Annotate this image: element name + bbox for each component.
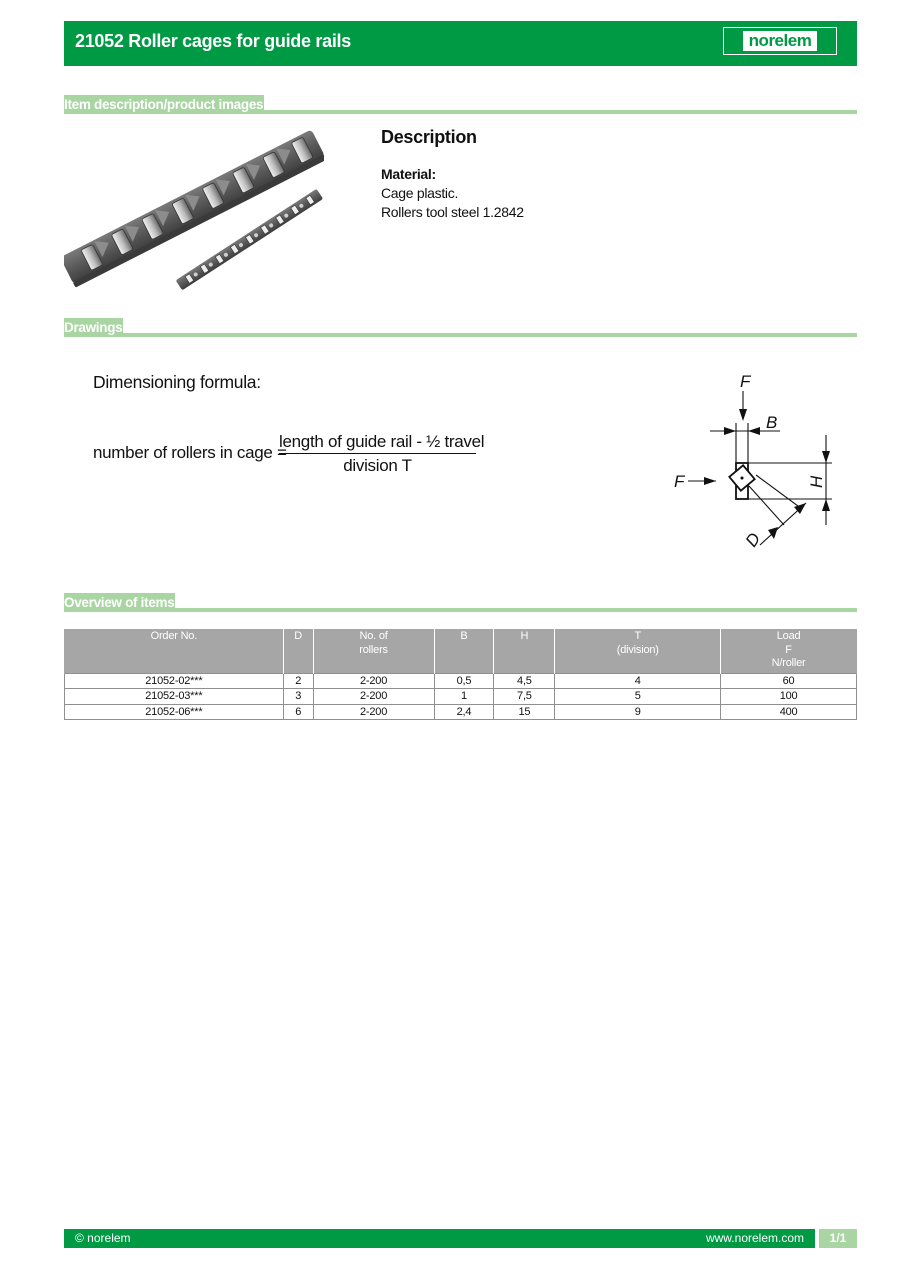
table-row[interactable]: [65, 704, 857, 720]
cell-d: 6: [283, 704, 313, 720]
cell-d: 3: [283, 689, 313, 705]
col-d: D: [283, 629, 313, 673]
section-rule: [64, 333, 857, 337]
large-roller-cage: [64, 129, 324, 287]
cell-load: 100: [721, 689, 857, 705]
table-row[interactable]: [65, 689, 857, 705]
dim-h-label: H: [807, 475, 826, 488]
formula-lhs: number of rollers in cage =: [93, 443, 287, 462]
footer-url-link[interactable]: www.norelem.com: [705, 1231, 804, 1245]
cell-t: 5: [555, 689, 721, 705]
cell-d: 2: [283, 673, 313, 689]
formula-numerator: length of guide rail - ½ travel: [279, 432, 476, 454]
cell-h: 4,5: [494, 673, 555, 689]
cell-rollers: 2-200: [313, 673, 434, 689]
cell-b: 1: [434, 689, 494, 705]
col-h: H: [494, 629, 555, 673]
cell-b: 2,4: [434, 704, 494, 720]
cell-order-no: 21052-02***: [65, 673, 284, 689]
cell-rollers: 2-200: [313, 704, 434, 720]
dim-d-label: D: [741, 529, 765, 551]
items-table: [64, 629, 857, 720]
table-header-row: [65, 629, 857, 673]
cell-load: 400: [721, 704, 857, 720]
dim-b-label: B: [766, 413, 778, 432]
col-rollers: No. of rollers: [313, 629, 434, 673]
section-overview: [64, 590, 857, 612]
product-image: [64, 127, 324, 293]
table-row[interactable]: [65, 673, 857, 689]
header-bar: [64, 21, 857, 66]
section-drawings: [64, 315, 857, 337]
description-title: Description: [381, 127, 477, 147]
section-label: Drawings: [64, 320, 123, 335]
norelem-logo[interactable]: [723, 27, 837, 55]
col-b: B: [434, 629, 494, 673]
section-label: Overview of items: [64, 595, 175, 610]
section-label: Item description/product images: [64, 97, 264, 112]
footer-copyright: © norelem: [75, 1231, 131, 1245]
cell-b: 0,5: [434, 673, 494, 689]
material-line: Rollers tool steel 1.2842: [381, 204, 524, 220]
material-label: Material:: [381, 166, 436, 182]
cell-h: 7,5: [494, 689, 555, 705]
force-top-label: F: [740, 372, 751, 391]
col-order-no: Order No.: [65, 629, 284, 673]
cell-h: 15: [494, 704, 555, 720]
section-item-description: [64, 92, 857, 114]
formula-label: Dimensioning formula:: [93, 372, 261, 392]
col-load: Load F N/roller: [721, 629, 857, 673]
formula-denominator: division T: [343, 456, 412, 475]
section-rule: [64, 608, 857, 612]
col-t: T (division): [555, 629, 721, 673]
description-block: [381, 128, 524, 222]
footer-bar: [64, 1229, 815, 1248]
cell-t: 9: [555, 704, 721, 720]
dimension-drawing: [660, 365, 850, 555]
cell-rollers: 2-200: [313, 689, 434, 705]
page-number: 1/1: [819, 1229, 857, 1248]
cell-order-no: 21052-03***: [65, 689, 284, 705]
formula-fraction: [279, 432, 485, 476]
cell-load: 60: [721, 673, 857, 689]
material-line: Cage plastic.: [381, 185, 459, 201]
page-title: 21052 Roller cages for guide rails: [75, 31, 351, 51]
logo-text: norelem: [743, 31, 818, 51]
cell-t: 4: [555, 673, 721, 689]
force-left-label: F: [674, 472, 685, 491]
cell-order-no: 21052-06***: [65, 704, 284, 720]
